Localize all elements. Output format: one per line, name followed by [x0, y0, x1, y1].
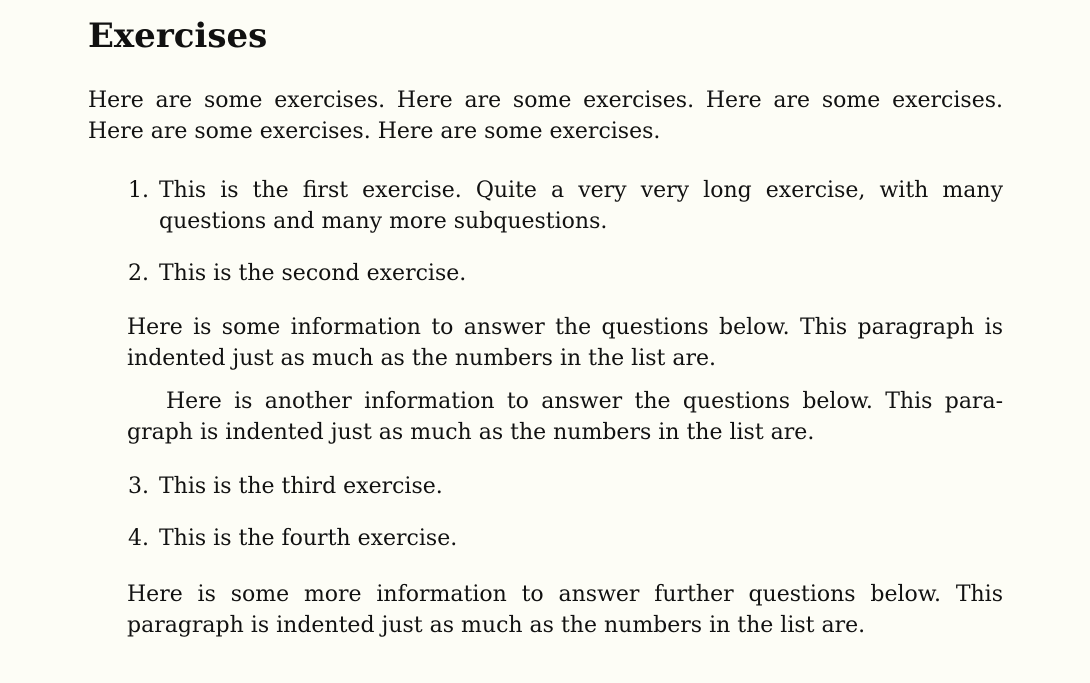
exercise-text: This is the third exercise. [159, 474, 443, 499]
exercise-item [88, 471, 1003, 502]
exercise-text: This is the second exercise. [159, 261, 467, 286]
section-title: Exercises [88, 16, 268, 56]
exercise-number: 1. [128, 178, 149, 203]
info-paragraph-1: Here is some information to answer the questions below. This paragraph is indented just as much as the numbers in the list are. [127, 315, 1003, 371]
info-paragraph-2: Here is another information to answer the questions below. This para-graph is indented just as much as the numbers in the list are. [127, 389, 1003, 445]
exercise-number: 4. [128, 526, 149, 551]
exercise-item [88, 175, 1003, 237]
exercise-item [88, 258, 1003, 289]
intro-paragraph: Here are some exercises. Here are some exercises. Here are some exercises. Here are some exercises. Here are some exercises. [88, 88, 1003, 144]
exercise-number: 3. [128, 474, 149, 499]
exercise-text: This is the first exercise. Quite a very very long exercise, with many questions and many more subquestions. [159, 178, 1003, 234]
exercise-list-part-1 [88, 175, 1003, 289]
exercise-list-part-2 [88, 471, 1003, 554]
exercise-text: This is the fourth exercise. [159, 526, 458, 551]
info-paragraph-3: Here is some more information to answer further questions below. This paragraph is indented just as much as the numbers in the list are. [127, 582, 1003, 638]
exercise-item [88, 523, 1003, 554]
exercise-number: 2. [128, 261, 149, 286]
document-page [88, 14, 1003, 641]
